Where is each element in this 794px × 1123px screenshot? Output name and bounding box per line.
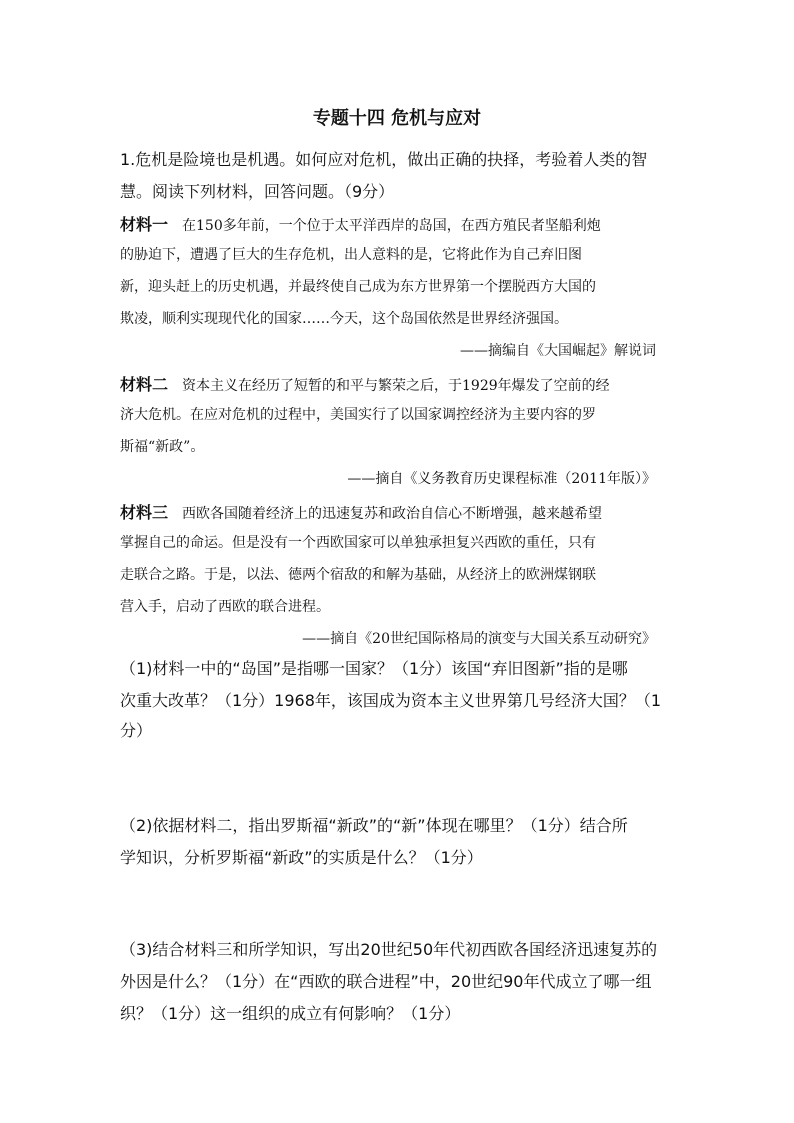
material2-source: ——摘自《义务教育历史课程标准（2011年版）》 — [347, 471, 656, 487]
material1-label: 材料一 — [120, 215, 169, 234]
material1-text: 在150多年前，一个位于太平洋西岸的岛国，在西方殖民者坚船利炮 — [182, 218, 601, 234]
question-stem-line-2: 慧。阅读下列材料，回答问题。（9分） — [120, 182, 395, 201]
sub-question-2-line-1: （2)依据材料二，指出罗斯福“新政”的“新”体现在哪里？（1分）结合所 — [120, 816, 628, 835]
material3-text: 西欧各国随着经济上的迅速复苏和政治自信心不断增强，越来越希望 — [182, 506, 603, 522]
sub-question-1-line-1: （1)材料一中的“岛国”是指哪一国家？（1分）该国“弃旧图新”指的是哪 — [120, 659, 628, 678]
page-title: 专题十四 危机与应对 — [312, 108, 482, 129]
sub-question-2-line-2: 学知识，分析罗斯福“新政”的实质是什么？（1分） — [120, 848, 483, 867]
material2-text: 资本主义在经历了短暂的和平与繁荣之后，于1929年爆发了空前的经 — [182, 378, 610, 394]
material3-line-4: 营入手，启动了西欧的联合进程。 — [120, 599, 330, 615]
material2-line-2: 济大危机。在应对危机的过程中，美国实行了以国家调控经济为主要内容的罗 — [120, 407, 596, 423]
material3-source: ——摘自《20世纪国际格局的演变与大国关系互动研究》 — [302, 631, 656, 647]
material1-line-3: 新，迎头赶上的历史机遇，并最终使自己成为东方世界第一个摆脱西方大国的 — [120, 279, 596, 295]
material1-line-4: 欺凌，顺利实现现代化的国家……今天，这个岛国依然是世界经济强国。 — [120, 311, 568, 327]
sub-question-3-line-1: （3)结合材料三和所学知识，写出20世纪50年代初西欧各国经济迅速复苏的 — [120, 940, 658, 959]
sub-question-1-line-3: 分） — [120, 721, 153, 740]
material2-line-3: 斯福“新政”。 — [120, 439, 205, 455]
material1-line-2: 的胁迫下，遭遇了巨大的生存危机，出人意料的是，它将此作为自己弃旧图 — [120, 247, 582, 263]
material3-line-3: 走联合之路。于是，以法、德两个宿敌的和解为基础，从经济上的欧洲煤钢联 — [120, 567, 596, 583]
sub-question-3-line-2: 外因是什么？（1分）在“西欧的联合进程”中，20世纪90年代成立了哪一组 — [120, 972, 652, 991]
material3-line-1 — [120, 500, 602, 523]
material1-line-1 — [120, 212, 601, 235]
sub-question-3-line-3: 织？（1分）这一组织的成立有何影响？（1分） — [120, 1004, 461, 1023]
material2-label: 材料二 — [120, 375, 169, 394]
sub-question-1-line-2: 次重大改革？（1分）1968年，该国成为资本主义世界第几号经济大国？（1 — [120, 691, 662, 710]
material1-source: ——摘编自《大国崛起》解说词 — [460, 343, 656, 359]
material3-label: 材料三 — [120, 503, 169, 522]
material3-line-2: 掌握自己的命运。但是没有一个西欧国家可以单独承担复兴西欧的重任，只有 — [120, 535, 596, 551]
question-stem-line-1: 1.危机是险境也是机遇。如何应对危机，做出正确的抉择，考验着人类的智 — [120, 150, 648, 169]
material2-line-1 — [120, 372, 610, 395]
